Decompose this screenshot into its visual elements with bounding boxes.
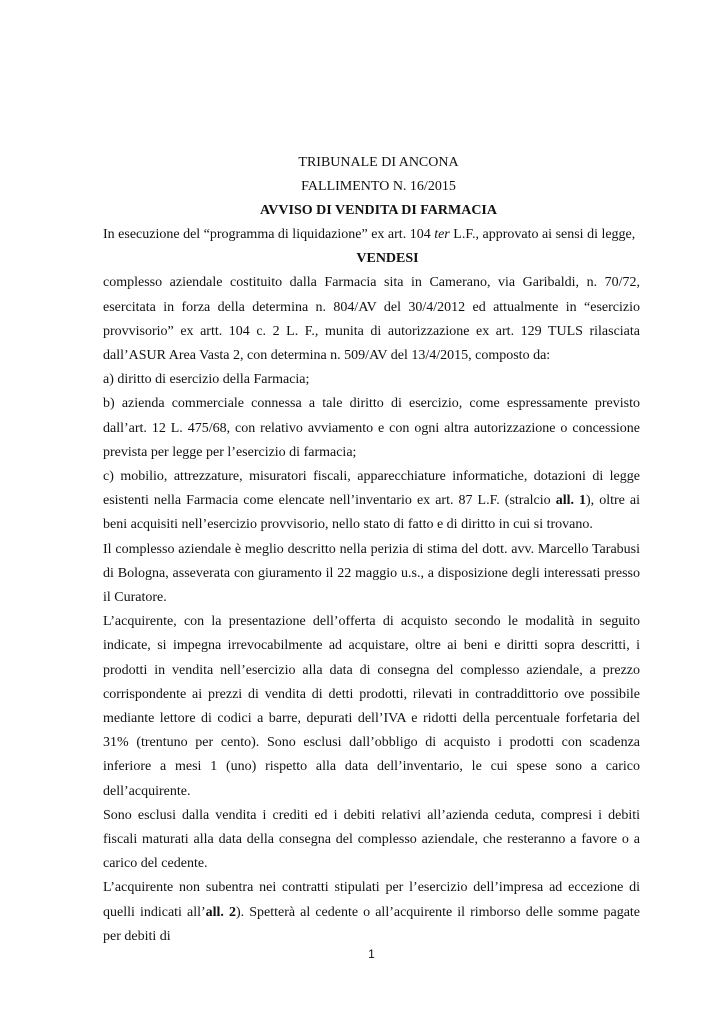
notice-title: AVVISO DI VENDITA DI FARMACIA (260, 203, 497, 218)
document-body (103, 223, 640, 949)
perizia-paragraph: Il complesso aziendale è meglio descritto nella perizia di stima del dott. avv. Marcello Tarabusi di Bologna, asseverata con giuramento il 22 maggio u.s., a disposizione degli interessati presso il Curatore. (103, 541, 640, 606)
list-item-a: a) diritto di esercizio della Farmacia; (103, 372, 310, 388)
esclusi-paragraph: Sono esclusi dalla vendita i crediti ed i debiti relativi all’azienda ceduta, compresi i debiti fiscali maturati alla data della consegna del complesso aziendale, che resteranno a favore o a carico del cedente. (103, 807, 640, 872)
court-name: TRIBUNALE DI ANCONA (298, 155, 459, 170)
case-number: FALLIMENTO N. 16/2015 (301, 179, 456, 194)
intro-paragraph: In esecuzione del “programma di liquidazione” ex art. 104 ter L.F., approvato ai sensi di legge, (103, 227, 636, 242)
list-item-c: c) mobilio, attrezzature, misuratori fiscali, apparecchiature informatiche, dotazioni di legge esistenti nella Farmacia come elencate nell’inventario ex art. 87 L.F. (stralcio all. 1), oltre ai beni acquisiti nell’esercizio provvisorio, nello stato di fatto e di diritto in cui si trovano. (103, 469, 641, 533)
vendesi-heading: VENDESI (356, 251, 419, 267)
acquirente-paragraph: L’acquirente, con la presentazione dell’offerta di acquisto secondo le modalità in seguito indicate, si impegna irrevocabilmente ad acquistare, oltre ai beni e diritti sopra descritti, i prodotti in vendita nell’esercizio alla data di consegna del complesso aziendale, a prezzo corrispondente ai prezzi di vendita di detti prodotti, rilevati in contraddittorio ove possibile mediante lettore di codici a barre, depurati dell’IVA e ridotti della percentuale forfetaria del 31% (trentuno per cento). Sono esclusi dall’obbligo di acquisto i prodotti con scadenza inferiore a mesi 1 (uno) rispetto alla data dell’inventario, le cui spese sono a carico dell’acquirente. (103, 614, 640, 799)
complesso-paragraph: complesso aziendale costituito dalla Farmacia sita in Camerano, via Garibaldi, n. 70/72, esercitata in forza della determina n. 804/AV del 30/4/2012 ed attualmente in “esercizio provvisorio” ex artt. 104 c. 2 L. F., munita di autorizzazione ex art. 129 TULS rilasciata dall’ASUR Area Vasta 2, con determina n. 509/AV del 13/4/2015, composto da: (103, 275, 640, 364)
document-header (0, 151, 725, 223)
contratti-paragraph: L’acquirente non subentra nei contratti stipulati per l’esercizio dell’impresa ad eccezione di quelli indicati all’all. 2). Spetterà al cedente o all’acquirente il rimborso delle somme pagate per debiti di (103, 880, 641, 944)
list-item-b: b) azienda commerciale connessa a tale diritto di esercizio, come espressamente previsto dall’art. 12 L. 475/68, con relativo avviamento e con ogni altra autorizzazione o concessione prevista per legge per l’esercizio di farmacia; (103, 396, 640, 460)
page-number: 1 (368, 947, 375, 961)
